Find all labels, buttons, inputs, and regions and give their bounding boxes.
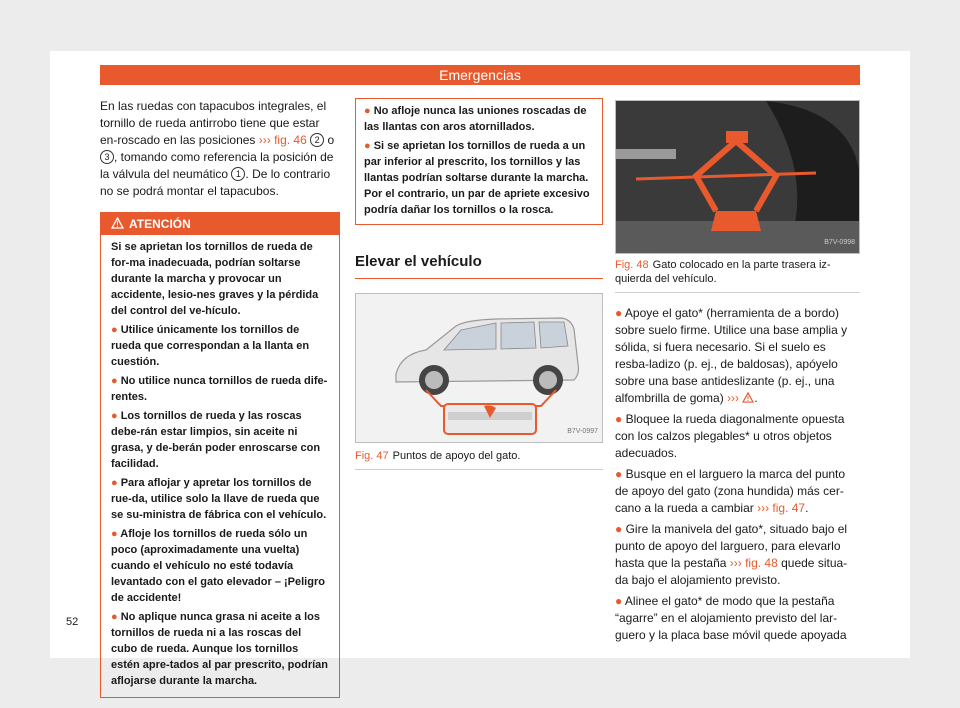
warning-triangle-icon <box>111 217 124 229</box>
bullet-icon: ● <box>111 477 121 489</box>
warning-title: ATENCIÓN <box>129 217 191 231</box>
warning-header <box>101 213 339 235</box>
step-paragraph: ● Apoye el gato* (herramienta de a bordo) sobre suelo firme. Utilice una base amplia y sólida, si fuera necesario. Si el suelo es resba-ladizo (p. ej., de baldosas), apóyelo sobre una base antideslizante (p. ej., una alfombrilla de goma) ››› . <box>615 306 848 405</box>
bullet-icon: ● <box>111 324 121 336</box>
figure-caption: Fig. 48 Gato colocado en la parte trasera iz-quierda del vehículo. <box>615 258 860 293</box>
step-paragraph: ● Alinee el gato* de modo que la pestaña “agarre” en el alojamiento previsto del lar-guero y la placa base móvil quede apoyada <box>615 594 847 642</box>
bullet-icon: ● <box>615 522 626 536</box>
fig-48-link[interactable]: ››› fig. 48 <box>729 556 778 570</box>
column-right <box>615 98 860 644</box>
bullet-icon: ● <box>615 594 625 608</box>
bullet-icon: ● <box>615 306 625 320</box>
bullet-icon: ● <box>111 410 121 422</box>
warning-lead: Si se aprietan los tornillos de rueda de for-ma inadecuada, podrían soltarse durante la marcha y provocar un accidente, lesio-nes graves y la pérdida del control del ve-hículo. <box>111 241 319 317</box>
step-paragraph: ● Busque en el larguero la marca del punto de apoyo del gato (zona hundida) más cer-cano a la rueda a cambiar ››› fig. 47. <box>615 467 846 515</box>
page-number: 52 <box>66 616 79 628</box>
bullet-icon: ● <box>364 140 374 152</box>
callout-3: 3 <box>100 150 114 164</box>
figure-48 <box>615 100 860 254</box>
jack-illustration <box>616 101 860 253</box>
callout-2: 2 <box>310 133 324 147</box>
step-paragraph: ● Bloquee la rueda diagonalmente opuesta con los calzos plegables* u otros objetos adecuados. <box>615 412 845 460</box>
warning-item: ● Si se aprietan los tornillos de rueda a un par inferior al prescrito, los tornillos y las llantas podrían soltarse durante la marcha. Por el contrario, un par de apriete excesivo podría dañar los tornillos o la rosca. <box>364 140 590 216</box>
bullet-icon: ● <box>111 611 121 623</box>
section-divider <box>355 278 603 279</box>
figure-47 <box>355 293 603 443</box>
bullet-icon: ● <box>364 105 374 117</box>
bullet-icon: ● <box>615 412 626 426</box>
callout-1: 1 <box>231 167 245 181</box>
figure-code: B7V-0997 <box>567 428 598 435</box>
car-side-illustration <box>356 294 602 442</box>
figure-label: Fig. 48 <box>615 259 649 271</box>
section-title: Elevar el vehículo <box>355 253 482 270</box>
warning-item: ● Utilice únicamente los tornillos de rueda que correspondan a la llanta en cuestión. <box>111 324 310 368</box>
step-paragraph: ● Gire la manivela del gato*, situado bajo el punto de apoyo del larguero, para elevarlo hasta que la pestaña ››› fig. 48 quede situa-da bajo el alojamiento previsto. <box>615 522 848 587</box>
fig-47-link[interactable]: ››› fig. 47 <box>757 501 806 515</box>
figure-code: B7V-0998 <box>824 239 855 246</box>
figure-caption: Fig. 47 Puntos de apoyo del gato. <box>355 449 603 470</box>
bullet-icon: ● <box>615 467 626 481</box>
figure-label: Fig. 47 <box>355 450 389 462</box>
warning-item: ● Para aflojar y apretar los tornillos de rue-da, utilice solo la llave de rueda que se su-ministra de fábrica con el vehículo. <box>111 477 327 521</box>
warning-item: ● No utilice nunca tornillos de rueda dife-rentes. <box>111 375 328 403</box>
warning-item: ● Los tornillos de rueda y las roscas debe-rán estar limpios, sin aceite ni grasa, y de-berán poder enroscarse con facilidad. <box>111 410 321 470</box>
warning-item: ● Afloje los tornillos de rueda sólo un poco (aproximadamente una vuelta) cuando el vehículo no esté todavía levantado con el gato elevador – ¡Peligro de accidente! <box>111 528 325 604</box>
warning-box <box>100 212 340 698</box>
page-header: Emergencias <box>100 65 860 85</box>
warning-triangle-icon <box>742 392 754 403</box>
bullet-icon: ● <box>111 528 121 540</box>
intro-paragraph: En las ruedas con tapacubos integrales, el tornillo de rueda antirrobo tiene que estar en-roscado en las posiciones ››› fig. 46 2 o 3 , tomando como referencia la posición de la válvula del neumático 1 . De lo contrario no se podrá montar el tapacubos. <box>100 99 335 198</box>
column-middle <box>355 98 603 470</box>
warning-item: ● No aplique nunca grasa ni aceite a los tornillos de rueda ni a las roscas del cubo de rueda. Aunque los tornillos estén apre-tados al par prescrito, podrían aflojarse durante la marcha. <box>111 611 329 687</box>
warning-continuation-box <box>355 98 603 225</box>
column-left <box>100 98 340 698</box>
warning-item: ● No afloje nunca las uniones roscadas de las llantas con aros atornillados. <box>364 105 587 133</box>
bullet-icon: ● <box>111 375 121 387</box>
warning-link[interactable]: ››› <box>727 391 740 405</box>
fig-46-link[interactable]: ››› fig. 46 <box>258 133 307 147</box>
